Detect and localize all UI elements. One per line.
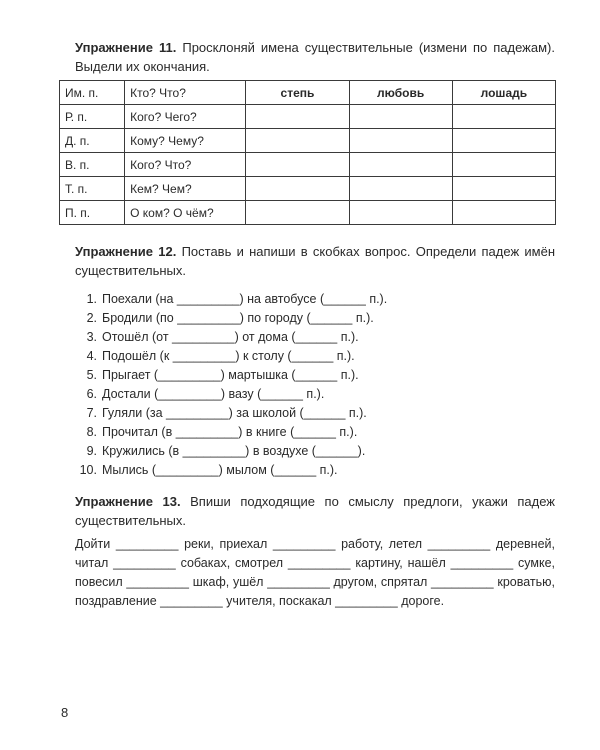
list-item bbox=[75, 423, 387, 442]
exercise-13-fill-text bbox=[75, 535, 555, 611]
table-row bbox=[60, 201, 556, 225]
item-text: Прыгает (_________) мартышка (______ п.). bbox=[102, 368, 359, 382]
fill-line: повесил _________ шкаф, ушёл _________ другом, спрятал _________ кроватью, bbox=[75, 575, 555, 589]
list-item bbox=[75, 385, 387, 404]
word-header: лошадь bbox=[452, 81, 555, 105]
item-number: 5. bbox=[86, 368, 97, 382]
item-number: 1. bbox=[86, 292, 97, 306]
answer-cell[interactable] bbox=[246, 153, 349, 177]
answer-cell[interactable] bbox=[452, 129, 555, 153]
list-item bbox=[75, 290, 387, 309]
fill-line: поздравление _________ учителя, поскакал _________ дороге. bbox=[75, 594, 445, 608]
item-text: Достали (_________) вазу (______ п.). bbox=[102, 387, 325, 401]
item-text: Кружились (в _________) в воздухе (______). bbox=[102, 444, 366, 458]
answer-cell[interactable] bbox=[452, 177, 555, 201]
list-item bbox=[75, 461, 387, 480]
answer-cell[interactable] bbox=[349, 177, 452, 201]
table-row bbox=[60, 81, 556, 105]
word-header: степь bbox=[246, 81, 349, 105]
list-item bbox=[75, 366, 387, 385]
answer-cell[interactable] bbox=[452, 153, 555, 177]
table-row bbox=[60, 177, 556, 201]
item-number: 4. bbox=[86, 349, 97, 363]
item-number: 7. bbox=[86, 406, 97, 420]
case-questions: Кому? Чему? bbox=[125, 129, 246, 153]
list-item bbox=[75, 404, 387, 423]
item-number: 2. bbox=[86, 311, 97, 325]
item-text: Гуляли (за _________) за школой (______ п.). bbox=[102, 406, 367, 420]
word-header: любовь bbox=[349, 81, 452, 105]
exercise-12-heading: Упражнение 12. bbox=[75, 244, 177, 259]
answer-cell[interactable] bbox=[349, 153, 452, 177]
case-questions: Кем? Чем? bbox=[125, 177, 246, 201]
case-name: Т. п. bbox=[60, 177, 125, 201]
exercise-13-heading: Упражнение 13. bbox=[75, 494, 181, 509]
item-text: Поехали (на _________) на автобусе (______ п.). bbox=[102, 292, 388, 306]
item-text: Мылись (_________) мылом (______ п.). bbox=[102, 463, 338, 477]
exercise-12-instruction bbox=[75, 242, 555, 280]
item-text: Прочитал (в _________) в книге (______ п.). bbox=[102, 425, 358, 439]
item-number: 3. bbox=[86, 330, 97, 344]
answer-cell[interactable] bbox=[349, 105, 452, 129]
item-number: 8. bbox=[86, 425, 97, 439]
table-row bbox=[60, 129, 556, 153]
item-text: Отошёл (от _________) от дома (______ п.). bbox=[102, 330, 359, 344]
exercise-11-text: Просклоняй имена существительные (измени по падежам). Выдели их окончания. bbox=[75, 40, 555, 74]
fill-line: Дойти _________ реки, приехал _________ работу, летел _________ деревней, bbox=[75, 537, 555, 551]
exercise-11-instruction bbox=[75, 38, 555, 76]
case-name: Д. п. bbox=[60, 129, 125, 153]
exercise-13-text: Впиши подходящие по смыслу предлоги, укажи падеж существительных. bbox=[75, 494, 555, 528]
case-questions: Кто? Что? bbox=[125, 81, 246, 105]
item-number: 9. bbox=[86, 444, 97, 458]
answer-cell[interactable] bbox=[246, 201, 349, 225]
case-name: Им. п. bbox=[60, 81, 125, 105]
item-number: 6. bbox=[86, 387, 97, 401]
table-row bbox=[60, 153, 556, 177]
page-number: 8 bbox=[61, 705, 69, 720]
answer-cell[interactable] bbox=[246, 177, 349, 201]
fill-line: читал _________ собаках, смотрел _________ картину, нашёл _________ сумке, bbox=[75, 556, 555, 570]
item-text: Бродили (по _________) по городу (______ п.). bbox=[102, 311, 374, 325]
case-name: В. п. bbox=[60, 153, 125, 177]
list-item bbox=[75, 309, 387, 328]
item-number: 10. bbox=[79, 463, 97, 477]
exercise-12-text: Поставь и напиши в скобках вопрос. Определи падеж имён существительных. bbox=[75, 244, 555, 278]
answer-cell[interactable] bbox=[246, 105, 349, 129]
case-questions: Кого? Чего? bbox=[125, 105, 246, 129]
list-item bbox=[75, 347, 387, 366]
case-questions: Кого? Что? bbox=[125, 153, 246, 177]
answer-cell[interactable] bbox=[452, 105, 555, 129]
case-questions: О ком? О чём? bbox=[125, 201, 246, 225]
case-name: Р. п. bbox=[60, 105, 125, 129]
exercise-12-list bbox=[75, 290, 387, 480]
answer-cell[interactable] bbox=[349, 201, 452, 225]
exercise-11-heading: Упражнение 11. bbox=[75, 40, 177, 55]
list-item bbox=[75, 442, 387, 461]
answer-cell[interactable] bbox=[452, 201, 555, 225]
case-name: П. п. bbox=[60, 201, 125, 225]
exercise-13-instruction bbox=[75, 492, 555, 530]
answer-cell[interactable] bbox=[349, 129, 452, 153]
answer-cell[interactable] bbox=[246, 129, 349, 153]
declension-table bbox=[59, 80, 556, 225]
list-item bbox=[75, 328, 387, 347]
table-row bbox=[60, 105, 556, 129]
item-text: Подошёл (к _________) к столу (______ п.). bbox=[102, 349, 355, 363]
